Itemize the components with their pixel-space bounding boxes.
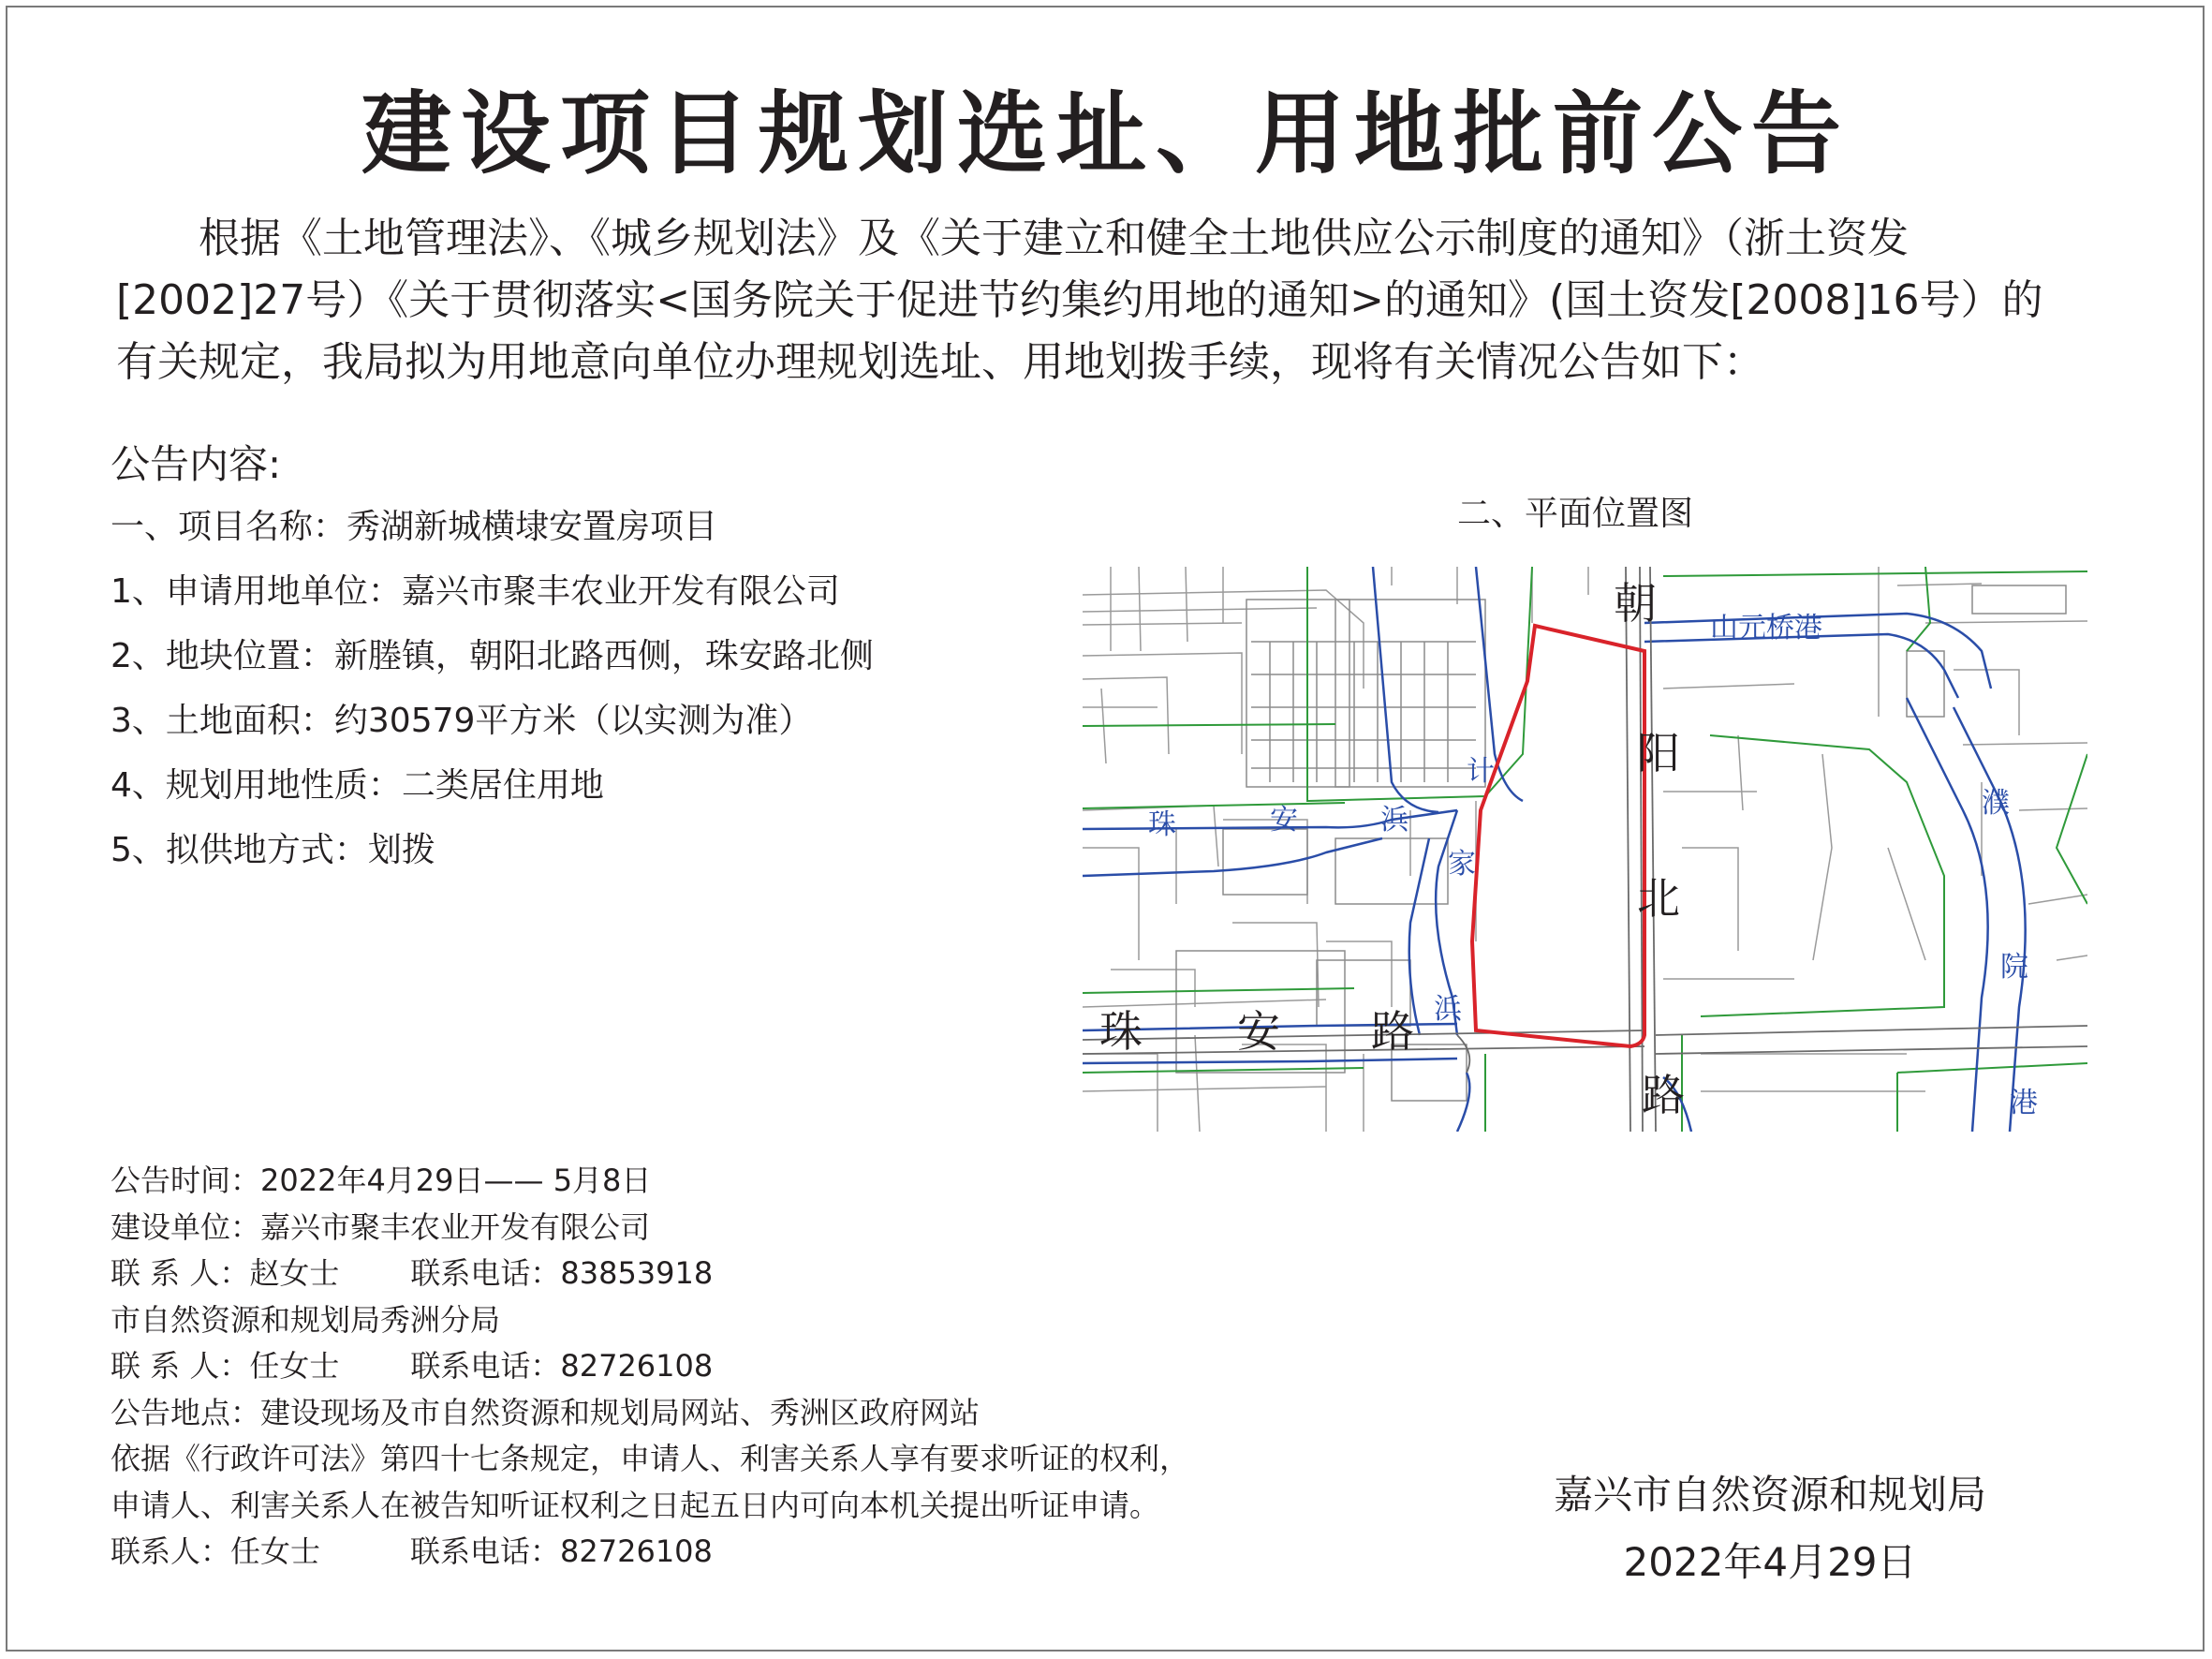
river-puyuan-label-3: 港 [2010,1087,2038,1119]
project-items [111,495,874,882]
land-area: 3、土地面积：约30579平方米（以实测为准） [111,702,813,740]
river-zhuan-label-1: 珠 [1148,808,1176,841]
contact-2 [111,1343,1189,1390]
plot-location: 2、地块位置：新塍镇，朝阳北路西侧，珠安路北侧 [111,637,874,675]
river-puyuan-label-1: 濮 [1982,787,2010,820]
contact-1-name: 联 系 人：赵女士 [111,1255,340,1291]
river-zhuan-label-3: 浜 [1380,804,1408,837]
project-boundary [1472,626,1644,1046]
road-north-label-2: 阳 [1637,728,1680,778]
road-zhuan-label-3: 路 [1371,1006,1414,1057]
contact-1-phone: 联系电话：83853918 [410,1255,714,1291]
river-jijia-label-1: 计 [1467,755,1495,788]
section-heading: 公告内容: [111,441,282,487]
contact-1 [111,1251,1189,1297]
hearing-rights-2: 申请人、利害关系人在被告知听证权利之日起五日内可向本机关提出听证申请。 [111,1487,1160,1523]
river-shanyuan-label: 山元桥港 [1710,612,1822,644]
road-north-label-4: 路 [1642,1070,1685,1120]
road-north-label-1: 朝 [1614,578,1657,629]
map-labels [1099,578,1685,1120]
road-zhuan-label-1: 珠 [1099,1006,1143,1057]
supply-method: 5、拟供地方式：划拨 [111,831,435,869]
river-jijia-label-3: 浜 [1434,993,1462,1026]
contact-3 [111,1529,1189,1576]
intro-line-1: 根据《土地管理法》、《城乡规划法》及《关于建立和健全土地供应公示制度的通知》（浙土资发 [199,215,1909,262]
project-name: 一、项目名称：秀湖新城横埭安置房项目 [111,508,718,546]
hearing-rights-1: 依据《行政许可法》第四十七条规定，申请人、利害关系人享有要求听证的权利， [111,1441,1190,1476]
river-puyuan-label-2: 院 [2000,951,2028,984]
applicant-unit: 1、申请用地单位：嘉兴市聚丰农业开发有限公司 [111,572,840,611]
notice-time: 公告时间：2022年4月29日—— 5月8日 [111,1163,652,1198]
site-location-map [1083,567,2087,1132]
river-zhuan-label-2: 安 [1270,804,1298,837]
intro-line-3: 有关规定，我局拟为用地意向单位办理规划选址、用地划拨手续，现将有关情况公告如下： [116,338,1764,386]
contact-3-phone: 联系电话：82726108 [410,1533,713,1569]
contact-2-name: 联 系 人：任女士 [111,1348,340,1384]
land-use-type: 4、规划用地性质：二类居住用地 [111,766,604,805]
intro-paragraph [116,208,2130,393]
road-zhuan-label-2: 安 [1237,1006,1280,1057]
map-heading: 二、平面位置图 [1457,495,1694,533]
contact-3-name: 联系人：任女士 [111,1533,321,1569]
signature-date: 2022年4月29日 [1623,1539,1917,1585]
notice-details [111,1158,1189,1576]
page-title: 建设项目规划选址、用地批前公告 [361,81,1851,186]
signature-block [1489,1461,2051,1596]
builder-unit: 建设单位：嘉兴市聚丰农业开发有限公司 [111,1208,651,1245]
river-jijia-label-2: 家 [1448,848,1476,881]
road-north-label-3: 北 [1637,873,1680,924]
notice-place: 公告地点：建设现场及市自然资源和规划局网站、秀洲区政府网站 [111,1394,981,1430]
intro-line-2: [2002]27号）《关于贯彻落实<国务院关于促进节约集约用地的通知>的通知》(国土资发[2008]16号）的 [116,276,2043,324]
contact-2-phone: 联系电话：82726108 [410,1348,714,1384]
bureau-name: 市自然资源和规划局秀洲分局 [111,1301,501,1338]
map-buildings [1176,585,2066,1101]
signature-org: 嘉兴市自然资源和规划局 [1553,1472,1986,1518]
